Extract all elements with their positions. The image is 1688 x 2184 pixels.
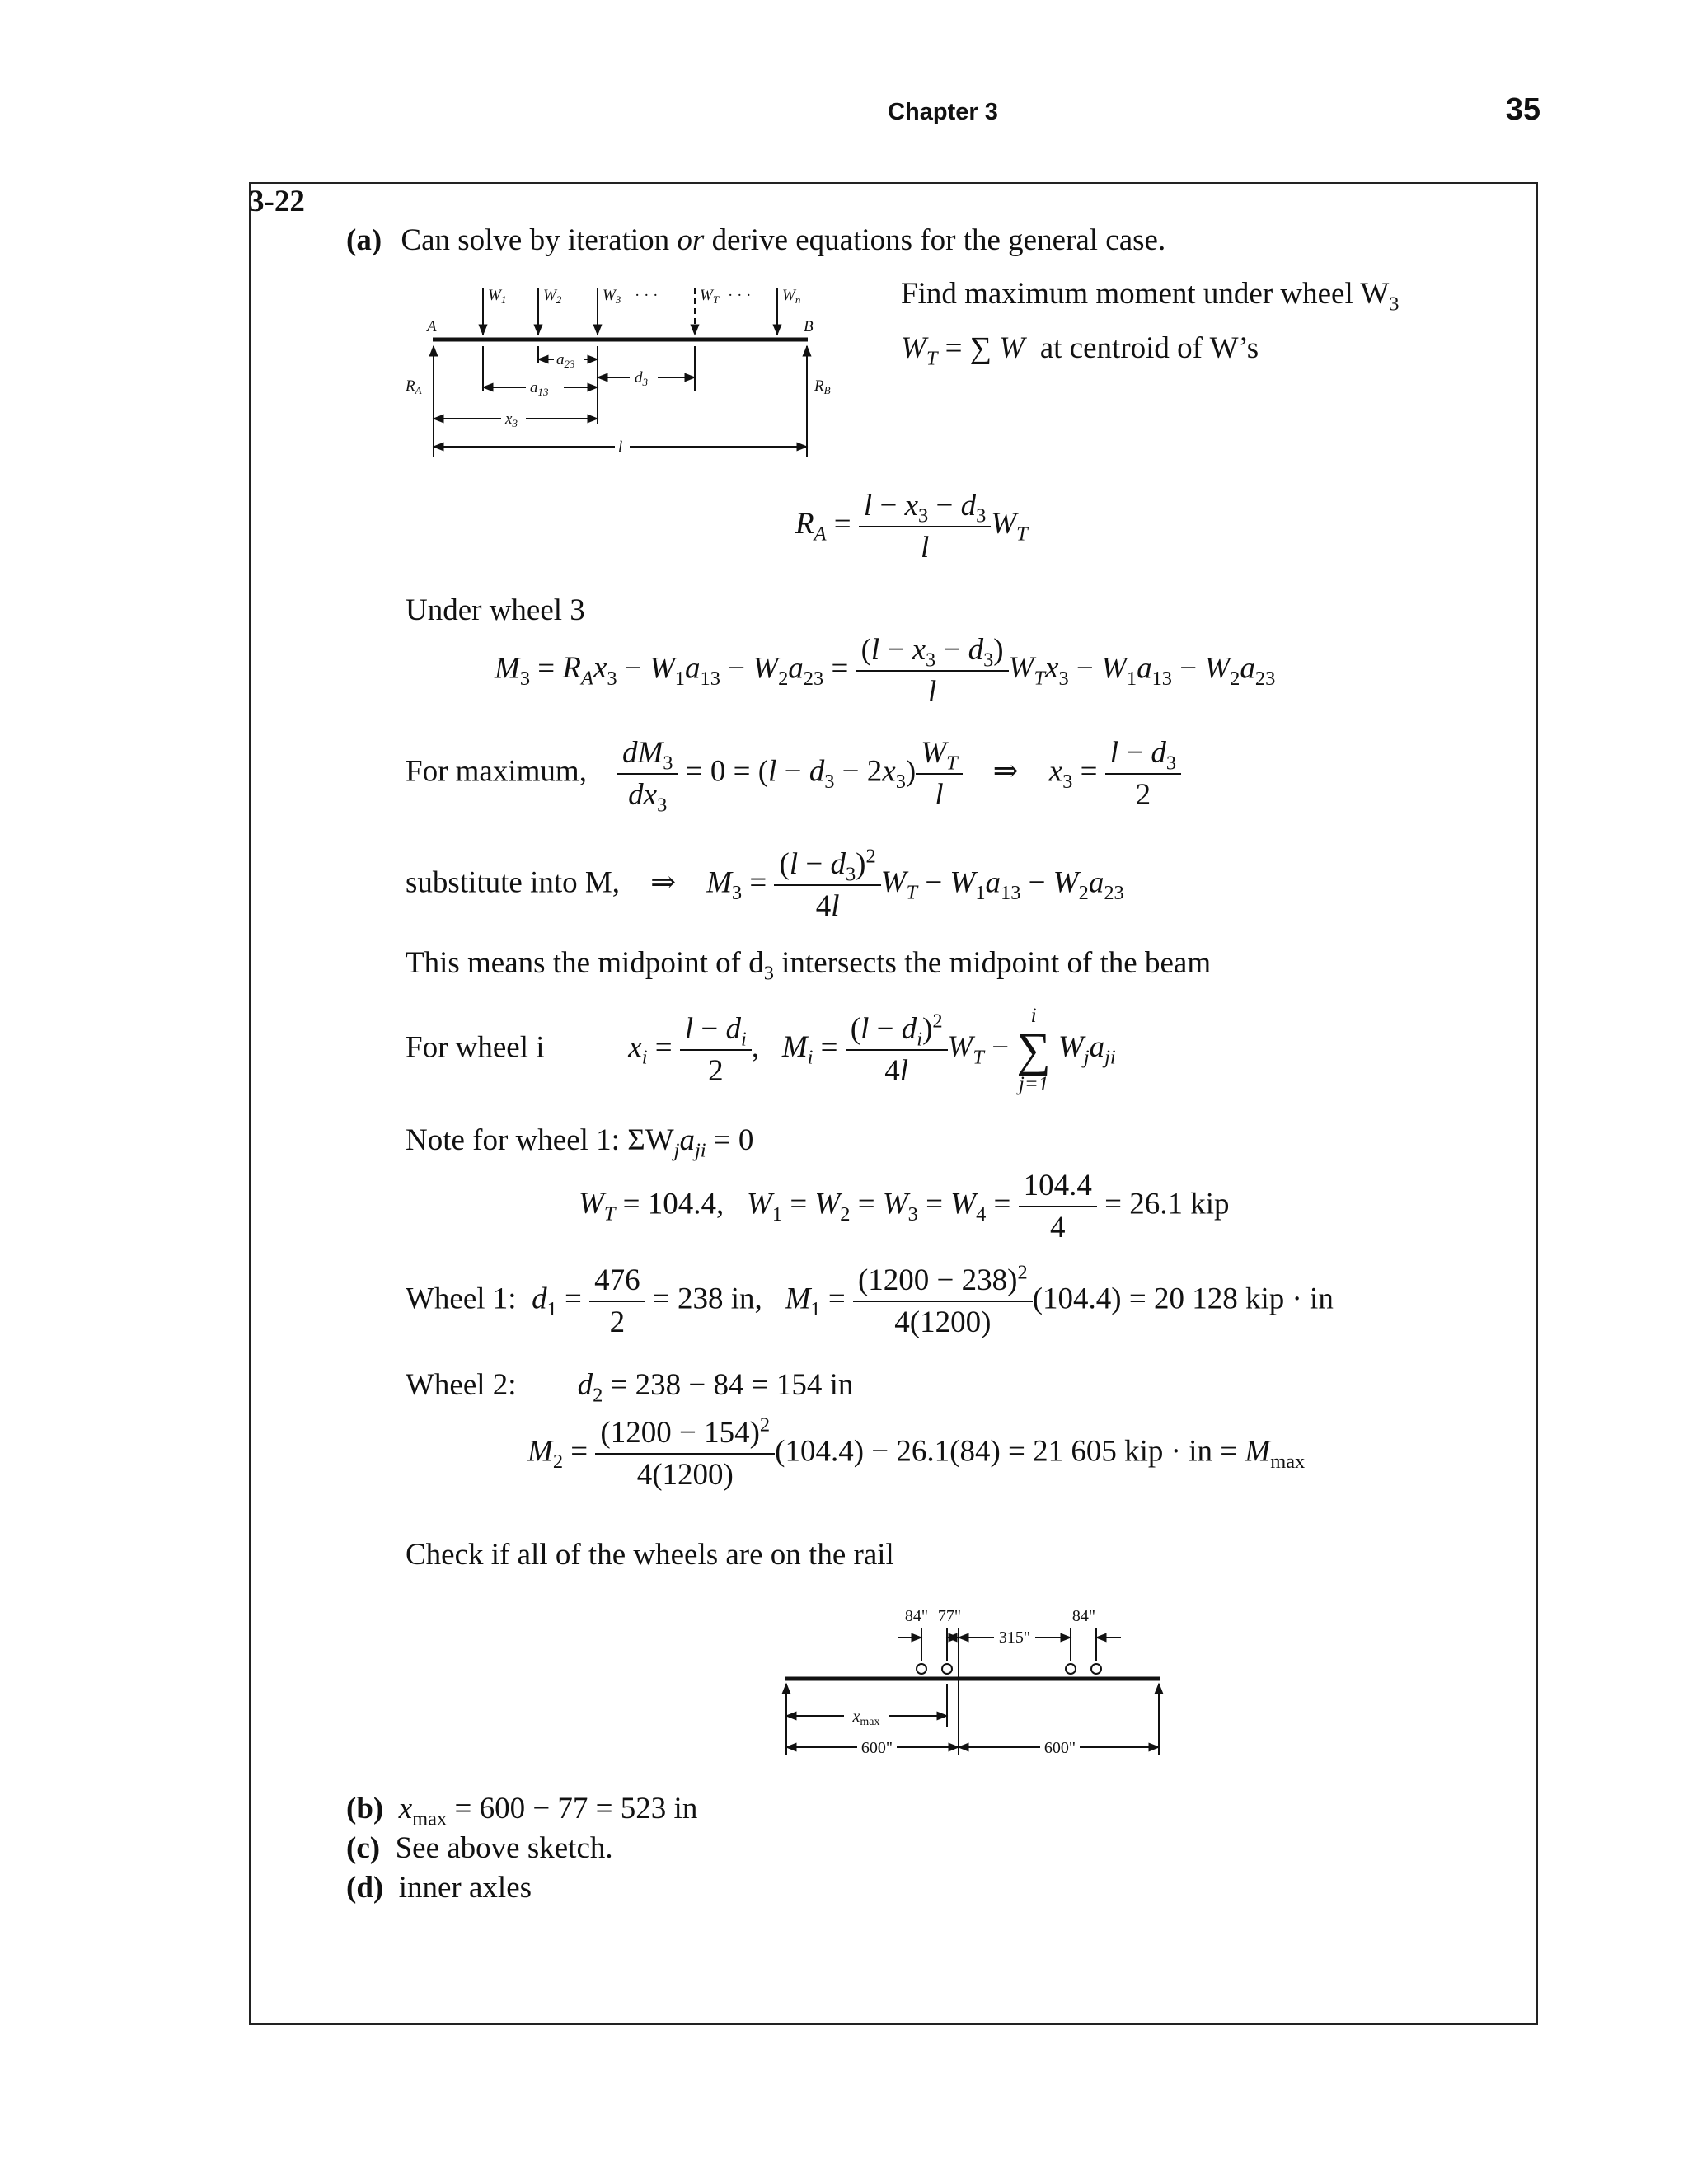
ellipsis-1: · · · — [635, 287, 659, 304]
label-wt: $W_T$ — [700, 287, 720, 306]
m1-den: 4(1200) — [894, 1305, 992, 1339]
wt-definition: $W_T$ = ∑ W at centroid of W’s — [901, 331, 1259, 370]
span-right-label: 600" — [1043, 1739, 1076, 1757]
part-c-text: See above sketch. — [395, 1831, 613, 1865]
part-a-text-2: derive equations for the general case. — [704, 223, 1166, 257]
eq-m3: $M_3 = R_Ax_3 - W_1a_{13} - W_2a_{23}$ = $\frac{(l - x_3 - d_3)}{l}$ $W_Tx_3 - W_1a_{13} - W_2a_{23}$ — [495, 633, 1276, 709]
wt-value: = 104.4, — [622, 1187, 724, 1221]
note-wheel1-text: Note for wheel 1: ΣW — [406, 1123, 674, 1157]
part-c-label: (c) — [346, 1831, 381, 1865]
eq-wheel-i: For wheel i $x_i$ = $\frac{l - d_i}{2}$ , $M_i$ = $\frac{(l - d_i)^2}{4l}$ $W_T$ − i ∑ j=1 $W_ja_{ji}$ — [406, 1005, 1116, 1095]
for-max-text: For maximum, — [406, 754, 587, 789]
label-w2: $W_2$ — [543, 287, 562, 306]
part-d-line — [346, 1872, 532, 1903]
part-d-text: inner axles — [398, 1871, 532, 1905]
d1-result: = 238 in, — [652, 1282, 762, 1316]
d1-den: 2 — [609, 1305, 626, 1339]
m2-den: 4(1200) — [636, 1458, 734, 1492]
part-b-line: (b) $x_{max} = 600 - 77 = 523$ in — [346, 1792, 698, 1830]
part-a-text-1: Can solve by iteration — [401, 223, 678, 257]
label-ra: $R_A$ — [406, 377, 422, 396]
rail-wheel-diagram — [775, 1603, 1170, 1768]
w-each-result: = 26.1 kip — [1104, 1187, 1230, 1221]
find-max-line: Find maximum moment under wheel $W_3$ — [901, 277, 1400, 316]
eq-substitute: substitute into M, ⇒ $M_3$ = $\frac{(l - d_3)^2}{4l}$ $W_T - W_1a_{13} - W_2a_{23}$ — [406, 845, 1124, 923]
d1-num: 476 — [589, 1265, 645, 1302]
eq-wheel-1: Wheel 1: $d_1$ = $\frac{476}{2}$ = 238 in, $M_1$ = $\frac{(1200 - 238)^2}{4(1200)}$ (104.4) = 20 128 kip · in — [406, 1261, 1334, 1339]
label-d3: $d_3$ — [635, 369, 648, 388]
w-each-den: 4 — [1050, 1211, 1066, 1244]
m2-result: (104.4) − 26.1(84) = 21 605 kip · in = — [775, 1434, 1238, 1469]
for-wheel-i-text: For wheel i — [406, 1030, 545, 1065]
wheel1-label: Wheel 1: — [406, 1282, 517, 1316]
label-l: l — [618, 438, 623, 456]
wheel-1 — [917, 1664, 926, 1674]
eq-wheel-2: Wheel 2: $d_2 = 238 - 84 = 154$ in — [406, 1368, 854, 1407]
eq-m2: $M_2$ = $\frac{(1200 - 154)^2}{4(1200)}$ (104.4) − 26.1(84) = 21 605 kip · in = $M_{max}$ — [528, 1413, 1306, 1492]
midpoint-text: This means the midpoint of d — [406, 946, 764, 980]
eq-ra: $R_A$ = $\frac{l - x_3 - d_3}{l}$ $W_T$ — [795, 489, 1028, 565]
part-b-text: = 600 − 77 = 523 in — [454, 1792, 698, 1825]
part-c-line — [346, 1833, 613, 1863]
part-a-label: (a) — [346, 223, 382, 257]
wheel-2 — [942, 1664, 952, 1674]
beam-load-diagram — [396, 280, 831, 470]
problem-number: 3-22 — [249, 185, 305, 218]
label-wn: $W_n$ — [782, 287, 801, 306]
m1-num: (1200 − 238) — [857, 1263, 1018, 1297]
check-text: Check if all of the wheels are on the rail — [406, 1538, 894, 1572]
part-a-line — [346, 225, 1165, 255]
note-wheel-1: Note for wheel 1: $\Sigma W_ja_{ji} = 0$ — [406, 1123, 754, 1162]
m2-num: (1200 − 154) — [600, 1416, 760, 1450]
w-each-num: 104.4 — [1019, 1170, 1097, 1207]
xmax-label: $x_{max}$ — [852, 1708, 880, 1728]
label-x3: $x_3$ — [505, 410, 518, 429]
part-a-text-or: or — [677, 223, 705, 257]
dim-77: 77" — [937, 1607, 962, 1625]
label-a: A — [427, 318, 437, 335]
wt-text: at centroid of W’s — [1039, 331, 1259, 365]
part-d-label: (d) — [346, 1871, 384, 1905]
label-a23: $a_{23}$ — [556, 351, 575, 370]
wheel-4 — [1091, 1664, 1101, 1674]
substitute-text: substitute into M, — [406, 865, 621, 900]
midpoint-text-2: intersects the midpoint of the beam — [773, 946, 1212, 980]
label-w1: $W_1$ — [488, 287, 507, 306]
d2-line: = 238 − 84 = 154 in — [610, 1368, 854, 1402]
label-w3: $W_3$ — [603, 287, 621, 306]
dim-315: 315" — [998, 1629, 1031, 1647]
under-wheel-text: Under wheel 3 — [406, 593, 585, 627]
label-a13: $a_{13}$ — [530, 379, 549, 398]
dim-84-right: 84" — [1071, 1607, 1096, 1625]
span-left-label: 600" — [860, 1739, 893, 1757]
label-rb: $R_B$ — [814, 377, 831, 396]
wheel-3 — [1066, 1664, 1076, 1674]
eq-max: For maximum, $\frac{dM_3}{dx_3}$ = $0 = (l - d_3 - 2x_3)$ $\frac{W_T}{l}$ ⇒ $x_3$ = $\frac{l - d_3}{2}$ — [406, 738, 1181, 810]
page-number: 35 — [1505, 92, 1540, 127]
ellipsis-2: · · · — [728, 287, 752, 304]
m1-result: (104.4) = 20 128 kip · in — [1032, 1282, 1334, 1316]
wheel2-label: Wheel 2: — [406, 1368, 517, 1402]
midpoint-line: This means the midpoint of $d_3$ intersects the midpoint of the beam — [406, 946, 1212, 985]
dim-84-left: 84" — [904, 1607, 929, 1625]
eq-wt-value: $W_T = 104.4$, $W_1 = W_2 = W_3 = W_4$ = $\frac{104.4}{4}$ = 26.1 kip — [579, 1169, 1230, 1244]
find-text: Find maximum moment under wheel W — [901, 277, 1390, 311]
part-b-label: (b) — [346, 1792, 384, 1825]
chapter-header: Chapter 3 — [888, 99, 998, 125]
label-b: B — [804, 318, 814, 335]
